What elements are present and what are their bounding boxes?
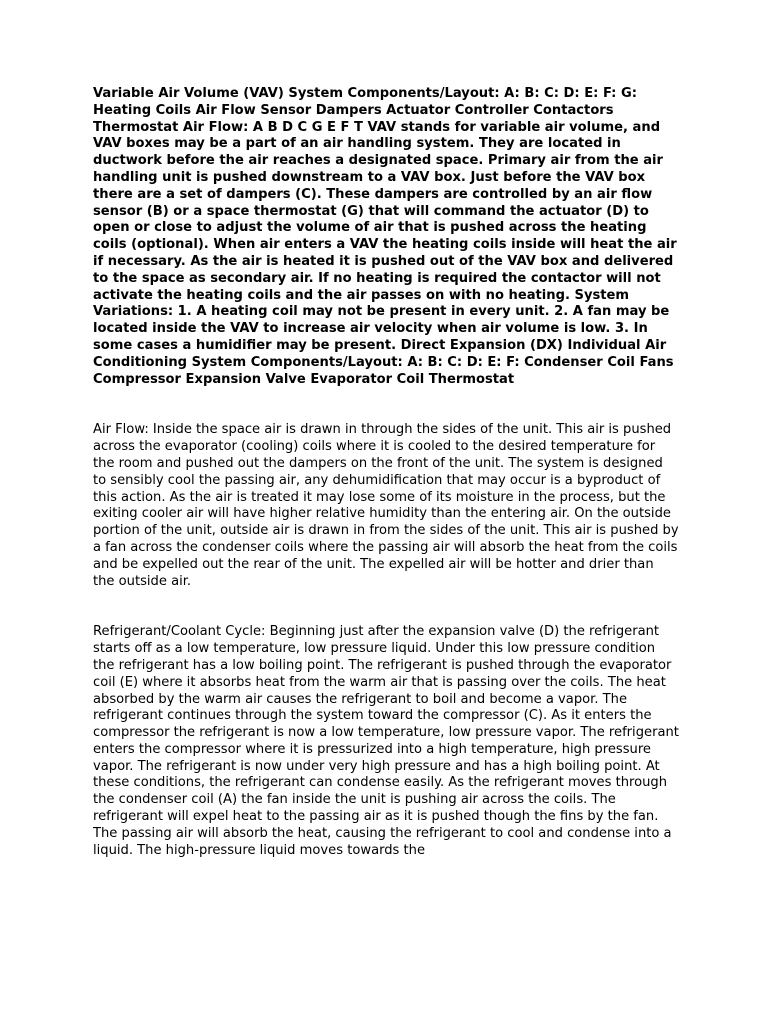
air-flow-paragraph: Air Flow: Inside the space air is drawn in through the sides of the unit. This air is pushed across the evaporator (cooling) coils where it is cooled to the desired temperature for the room and pushed out the dampers on the front of the unit. The system is designed to sensibly cool the passing air, any dehumidification that may occur is a byproduct of this action. As the air is treated it may lose some of its moisture in the process, but the exiting cooler air will have higher relative humidity than the entering air. On the outside portion of the unit, outside air is drawn in from the sides of the unit. This air is pushed by a fan across the condenser coils where the passing air will absorb the heat from the coils and be expelled out the rear of the unit. The expelled air will be hotter and drier than the outside air. (93, 422, 679, 589)
vav-and-dx-components-paragraph: Variable Air Volume (VAV) System Components/Layout: A: B: C: D: E: F: G: Heating Coils Air Flow Sensor Dampers Actuator Controller Contactors Thermostat Air Flow: A B D C G E F T VAV stands for variable air volume, and VAV boxes may be a part of an air handling system. They are located in ductwork before the air reaches a designated space. Primary air from the air handling unit is pushed downstream to a VAV box. Just before the VAV box there are a set of dampers (C). These dampers are controlled by an air flow sensor (B) or a space thermostat (G) that will command the actuator (D) to open or close to adjust the volume of air that is pushed across the heating coils (optional). When air enters a VAV the heating coils inside will heat the air if necessary. As the air is heated it is pushed out of the VAV box and delivered to the space as secondary air. If no heating is required the contactor will not activate the heating coils and the air passes on with no heating. System Variations: 1. A heating coil may not be present in every unit. 2. A fan may be located inside the VAV to increase air velocity when air volume is low. 3. In some cases a humidifier may be present. Direct Expansion (DX) Individual Air Conditioning System Components/Layout: A: B: C: D: E: F: Condenser Coil Fans Compressor Expansion Valve Evaporator Coil Thermostat (93, 86, 677, 387)
refrigerant-cycle-paragraph: Refrigerant/Coolant Cycle: Beginning just after the expansion valve (D) the refrigerant starts off as a low temperature, low pressure liquid. Under this low pressure condition the refrigerant has a low boiling point. The refrigerant is pushed through the evaporator coil (E) where it absorbs heat from the warm air that is passing over the coils. The heat absorbed by the warm air causes the refrigerant to boil and become a vapor. The refrigerant continues through the system toward the compressor (C). As it enters the compressor the refrigerant is now a low temperature, low pressure vapor. The refrigerant enters the compressor where it is pressurized into a high temperature, high pressure vapor. The refrigerant is now under very high pressure and has a high boiling point. At these conditions, the refrigerant can condense easily. As the refrigerant moves through the condenser coil (A) the fan inside the unit is pushing air across the coils. The refrigerant will expel heat to the passing air as it is pushed though the fins by the fan. The passing air will absorb the heat, causing the refrigerant to cool and condense into a liquid. The high-pressure liquid moves towards the (93, 624, 679, 858)
document-page (93, 86, 679, 859)
